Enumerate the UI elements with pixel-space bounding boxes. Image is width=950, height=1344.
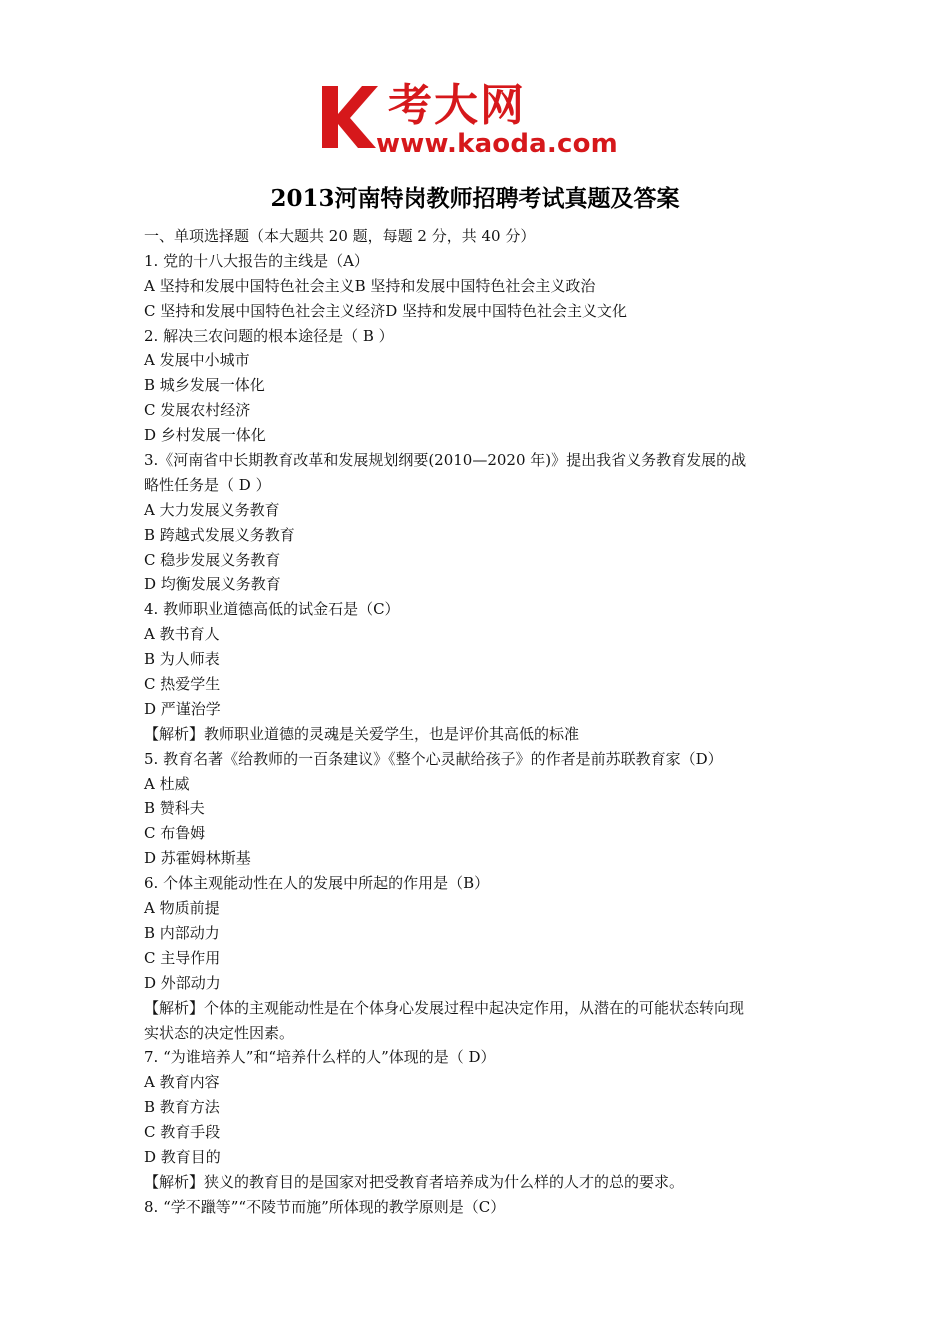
option-line: C 主导作用 xyxy=(144,948,221,967)
option-line: B 城乡发展一体化 xyxy=(144,376,265,395)
analysis-note: 【解析】狭义的教育目的是国家对把受教育者培养成为什么样的人才的总的要求。 xyxy=(144,1172,685,1191)
option-line: D 乡村发展一体化 xyxy=(144,426,266,445)
option-line: A 大力发展义务教育 xyxy=(144,500,280,519)
option-line: C 稳步发展义务教育 xyxy=(144,550,281,569)
option-line: C 热爱学生 xyxy=(144,675,221,694)
question-5: 5. 教育名著《给教师的一百条建议》《整个心灵献给孩子》的作者是前苏联教育家（D） xyxy=(144,749,723,768)
option-line: A 物质前提 xyxy=(144,899,220,918)
option-line: B 为人师表 xyxy=(144,650,220,669)
option-line: A 坚持和发展中国特色社会主义B 坚持和发展中国特色社会主义政治 xyxy=(144,276,596,295)
option-line: C 布鲁姆 xyxy=(144,824,206,843)
analysis-note-cont: 实状态的决定性因素。 xyxy=(144,1023,295,1042)
option-line: C 发展农村经济 xyxy=(144,401,251,420)
question-content xyxy=(144,224,824,1220)
option-line: B 教育方法 xyxy=(144,1098,220,1117)
page-title: 2013河南特岗教师招聘考试真题及答案 xyxy=(270,185,680,212)
kaoda-logo xyxy=(318,80,638,162)
option-line: A 教书育人 xyxy=(144,625,220,644)
option-line: A 杜威 xyxy=(144,774,190,793)
question-4: 4. 教师职业道德高低的试金石是（C） xyxy=(144,600,400,619)
option-line: B 内部动力 xyxy=(144,923,220,942)
option-line: D 教育目的 xyxy=(144,1147,221,1166)
section-heading: 一、单项选择题（本大题共 20 题，每题 2 分，共 40 分） xyxy=(144,227,536,245)
logo-url: www.kaoda.com xyxy=(376,129,618,159)
option-line: B 赞科夫 xyxy=(144,799,205,818)
option-line: C 坚持和发展中国特色社会主义经济D 坚持和发展中国特色社会主义文化 xyxy=(144,301,628,320)
analysis-note: 【解析】教师职业道德的灵魂是关爱学生，也是评价其高低的标准 xyxy=(144,724,580,743)
option-line: D 均衡发展义务教育 xyxy=(144,575,281,594)
question-2: 2. 解决三农问题的根本途径是（ B ） xyxy=(144,326,394,345)
question-6: 6. 个体主观能动性在人的发展中所起的作用是（B） xyxy=(144,874,490,893)
k-logo-icon xyxy=(318,82,380,152)
option-line: D 苏霍姆林斯基 xyxy=(144,849,251,868)
analysis-note: 【解析】个体的主观能动性是在个体身心发展过程中起决定作用，从潜在的可能状态转向现 xyxy=(144,998,745,1017)
option-line: D 外部动力 xyxy=(144,973,221,992)
question-8: 8. “学不躐等”“不陵节而施”所体现的教学原则是（C） xyxy=(144,1197,506,1216)
logo-brand-name: 考大网 xyxy=(388,80,526,131)
option-line: D 严谨治学 xyxy=(144,699,221,718)
option-line: A 发展中小城市 xyxy=(144,351,250,370)
question-3: 3.《河南省中长期教育改革和发展规划纲要(2010—2020 年)》提出我省义务教育发展的战 xyxy=(144,451,747,470)
question-1: 1. 党的十八大报告的主线是（A） xyxy=(144,251,369,270)
option-line: A 教育内容 xyxy=(144,1073,220,1092)
option-line: C 教育手段 xyxy=(144,1123,221,1142)
question-7: 7. “为谁培养人”和“培养什么样的人”体现的是（ D） xyxy=(144,1048,496,1067)
option-line: B 跨越式发展义务教育 xyxy=(144,525,295,544)
question-3-cont: 略性任务是（ D ） xyxy=(144,475,271,494)
